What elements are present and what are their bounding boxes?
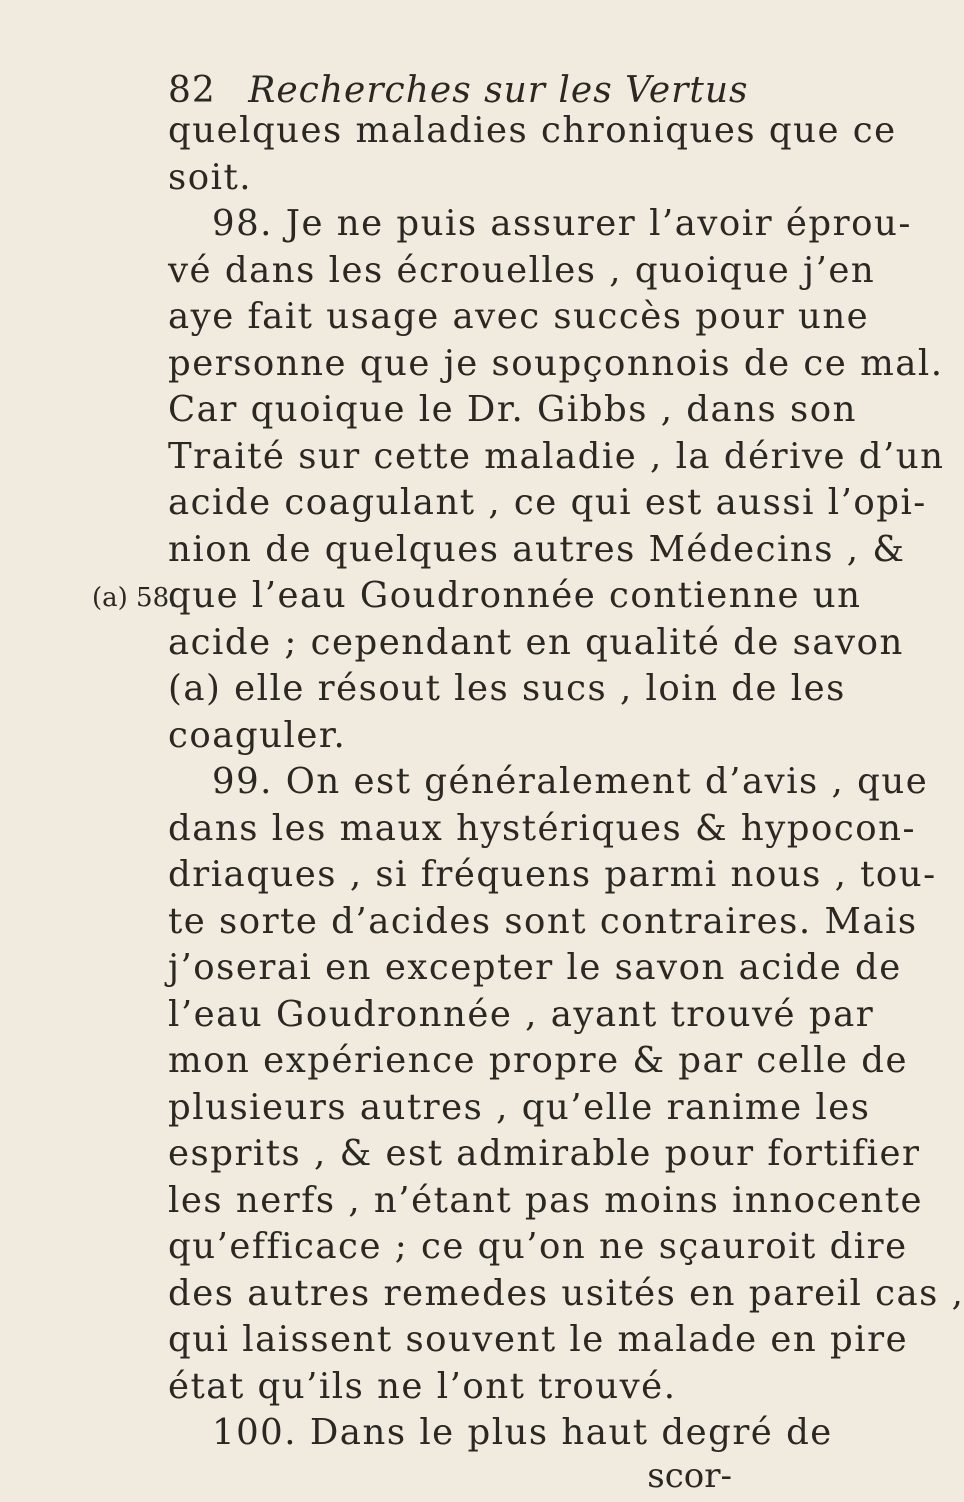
text-line: personne que je soupçonnois de ce mal. xyxy=(168,342,944,384)
text-line: nion de quelques autres Médecins , & xyxy=(168,528,906,570)
text-line: driaques , si fréquens parmi nous , tou- xyxy=(168,854,937,895)
text-line: 98. Je ne puis assurer l’avoir éprou- xyxy=(212,203,912,244)
catchword: scor- xyxy=(647,1456,732,1496)
text-line: les nerfs , n’étant pas moins innocente xyxy=(168,1179,924,1221)
text-line: l’eau Goudronnée , ayant trouvé par xyxy=(168,993,875,1035)
body-text xyxy=(168,108,964,1457)
text-line: mon expérience propre & par celle de xyxy=(168,1040,909,1081)
text-line: qui laissent souvent le malade en pire xyxy=(168,1319,909,1360)
text-line: soit. xyxy=(168,156,252,198)
text-line: vé dans les écrouelles , quoique j’en xyxy=(168,249,876,291)
text-line: 99. On est généralement d’avis , que xyxy=(212,761,929,802)
text-line: Traité sur cette maladie , la dérive d’un xyxy=(168,435,945,477)
text-line: coaguler. xyxy=(168,714,347,756)
text-line: aye fait usage avec succès pour une xyxy=(168,296,870,337)
text-line: que l’eau Goudronnée contienne un xyxy=(168,575,862,616)
running-header xyxy=(168,70,749,111)
text-line: des autres remedes usités en pareil cas , xyxy=(168,1272,964,1314)
text-line: acide ; cependant en qualité de savon xyxy=(168,621,904,663)
text-line: dans les maux hystériques & hypocon- xyxy=(168,807,916,849)
text-line: quelques maladies chroniques que ce xyxy=(168,110,897,151)
text-line: esprits , & est admirable pour fortifier xyxy=(168,1133,921,1174)
page-number: 82 xyxy=(168,70,216,111)
text-line: j’oserai en excepter le savon acide de xyxy=(168,947,902,988)
text-line: qu’efficace ; ce qu’on ne sçauroit dire xyxy=(168,1226,908,1267)
text-line: Car quoique le Dr. Gibbs , dans son xyxy=(168,389,857,430)
text-line: plusieurs autres , qu’elle ranime les xyxy=(168,1086,871,1128)
text-line: (a) elle résout les sucs , loin de les xyxy=(168,668,846,709)
text-line: état qu’ils ne l’ont trouvé. xyxy=(168,1365,677,1407)
text-line: 100. Dans le plus haut degré de xyxy=(212,1412,833,1453)
running-title: Recherches sur les Vertus xyxy=(248,70,749,111)
text-line: acide coagulant , ce qui est aussi l’opi- xyxy=(168,482,927,523)
text-line: te sorte d’acides sont contraires. Mais xyxy=(168,900,918,942)
margin-note: (a) 58. xyxy=(92,583,178,613)
